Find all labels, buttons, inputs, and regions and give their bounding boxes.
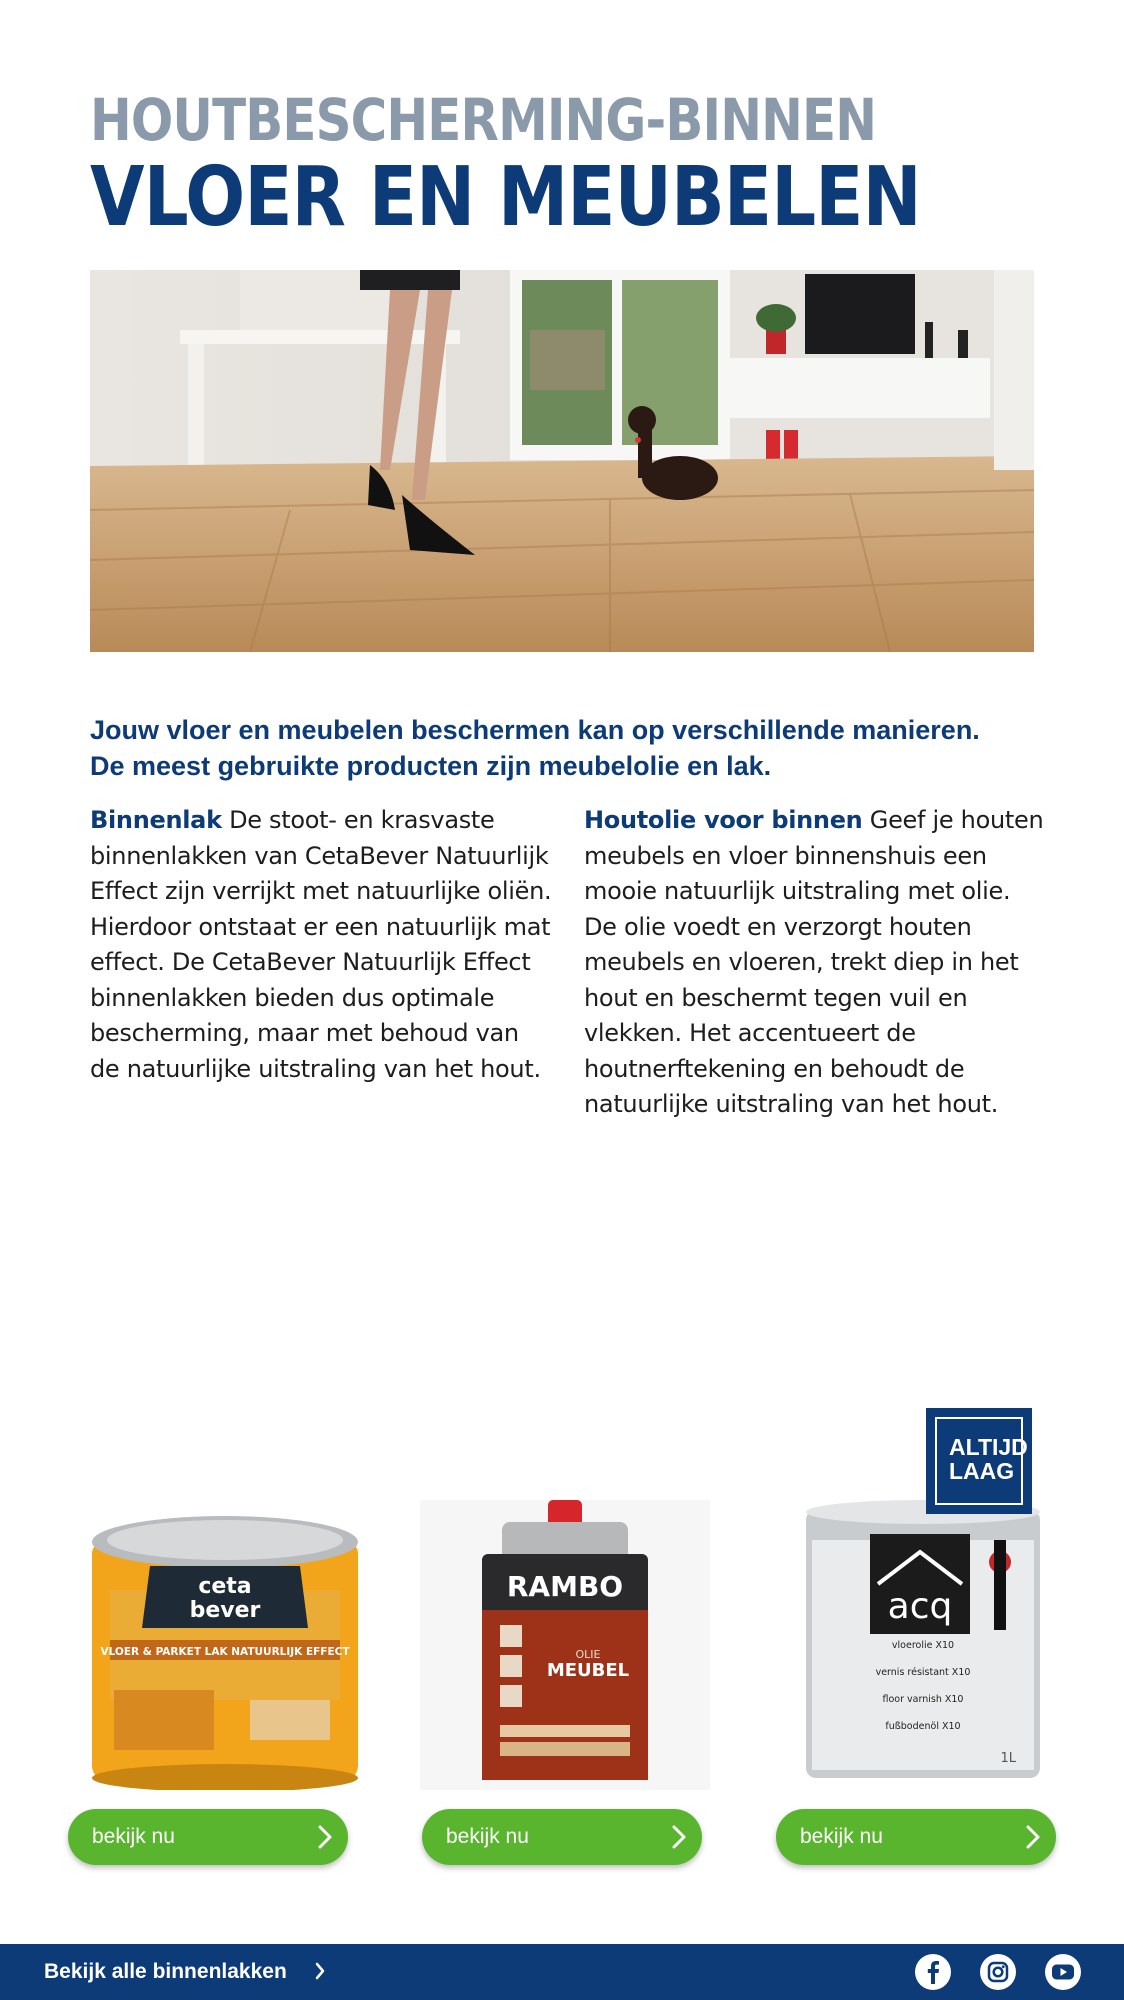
column-binnenlak xyxy=(90,803,552,1087)
bekijk-nu-button-cetabever[interactable] xyxy=(68,1809,348,1865)
lacq-line: vernis résistant X10 xyxy=(875,1667,971,1678)
altijd-laag-badge xyxy=(926,1408,1032,1514)
column-lead: Binnenlak xyxy=(90,806,222,834)
rambo-sub1: OLIE xyxy=(575,1648,601,1661)
cetabever-brand-line1: ceta xyxy=(198,1574,252,1599)
instagram-icon[interactable] xyxy=(979,1953,1017,1991)
lacq-volume: 1L xyxy=(1000,1751,1016,1766)
column-lead: Houtolie voor binnen xyxy=(584,806,863,834)
intro-line-2: De meest gebruikte producten zijn meubelolie en lak. xyxy=(90,751,772,781)
cetabever-label: VLOER & PARKET LAK NATUURLIJK EFFECT xyxy=(100,1646,350,1658)
footer-link-binnenlakken[interactable] xyxy=(44,1944,325,2000)
column-body: Geef je houten meubels en vloer binnenshuis een mooie natuurlijk uitstraling met olie. De olie voedt en verzorgt houten meubels en vloeren, trekt diep in het hout en beschermt tegen vuil en vlekken. Het accentueert de houtnerftekening en behoudt de natuurlijke uitstraling van het hout. xyxy=(584,806,1044,1118)
hero-image xyxy=(90,270,1034,652)
chevron-right-icon xyxy=(315,1962,325,1980)
button-label: bekijk nu xyxy=(800,1825,883,1848)
button-label: bekijk nu xyxy=(92,1825,175,1848)
youtube-icon[interactable] xyxy=(1044,1953,1082,1991)
column-body: De stoot- en krasvaste binnenlakken van CetaBever Natuurlijk Effect zijn verrijkt met natuurlijke oliën. Hierdoor ontstaat er een natuurlijk mat effect. De CetaBever Natuurlijk Effect binnenlakken bieden dus optimale bescherming, maar met behoud van de natuurlijke uitstraling van het hout. xyxy=(90,806,552,1083)
product-image-rambo[interactable] xyxy=(420,1500,710,1790)
footer-link-label: Bekijk alle binnenlakken xyxy=(44,1960,287,1983)
facebook-icon[interactable] xyxy=(914,1953,952,1991)
section-kicker: HOUTBESCHERMING-BINNEN xyxy=(90,86,877,154)
intro-text xyxy=(90,712,1050,784)
badge-line-2: LAAG xyxy=(949,1458,1015,1484)
bekijk-nu-button-lacq[interactable] xyxy=(776,1809,1056,1865)
column-houtolie xyxy=(584,803,1044,1123)
chevron-right-icon xyxy=(672,1825,686,1849)
footer-bar xyxy=(0,1944,1124,2000)
badge-line-1: ALTIJD xyxy=(949,1434,1028,1460)
button-label: bekijk nu xyxy=(446,1825,529,1848)
cetabever-brand-line2: bever xyxy=(189,1598,261,1623)
lacq-line: fußbodenöl X10 xyxy=(885,1721,961,1732)
page-title: VLOER EN MEUBELEN xyxy=(90,150,921,245)
chevron-right-icon xyxy=(1026,1825,1040,1849)
product-image-lacq[interactable] xyxy=(778,1500,1068,1790)
lacq-line: floor varnish X10 xyxy=(882,1694,964,1705)
lacq-line: vloerolie X10 xyxy=(891,1640,955,1651)
lacq-brand: acq xyxy=(887,1586,953,1627)
rambo-sub2: MEUBEL xyxy=(546,1660,630,1681)
intro-line-1: Jouw vloer en meubelen beschermen kan op verschillende manieren. xyxy=(90,715,980,745)
product-image-cetabever[interactable] xyxy=(80,1500,370,1790)
rambo-brand: RAMBO xyxy=(506,1570,624,1603)
chevron-right-icon xyxy=(318,1825,332,1849)
bekijk-nu-button-rambo[interactable] xyxy=(422,1809,702,1865)
